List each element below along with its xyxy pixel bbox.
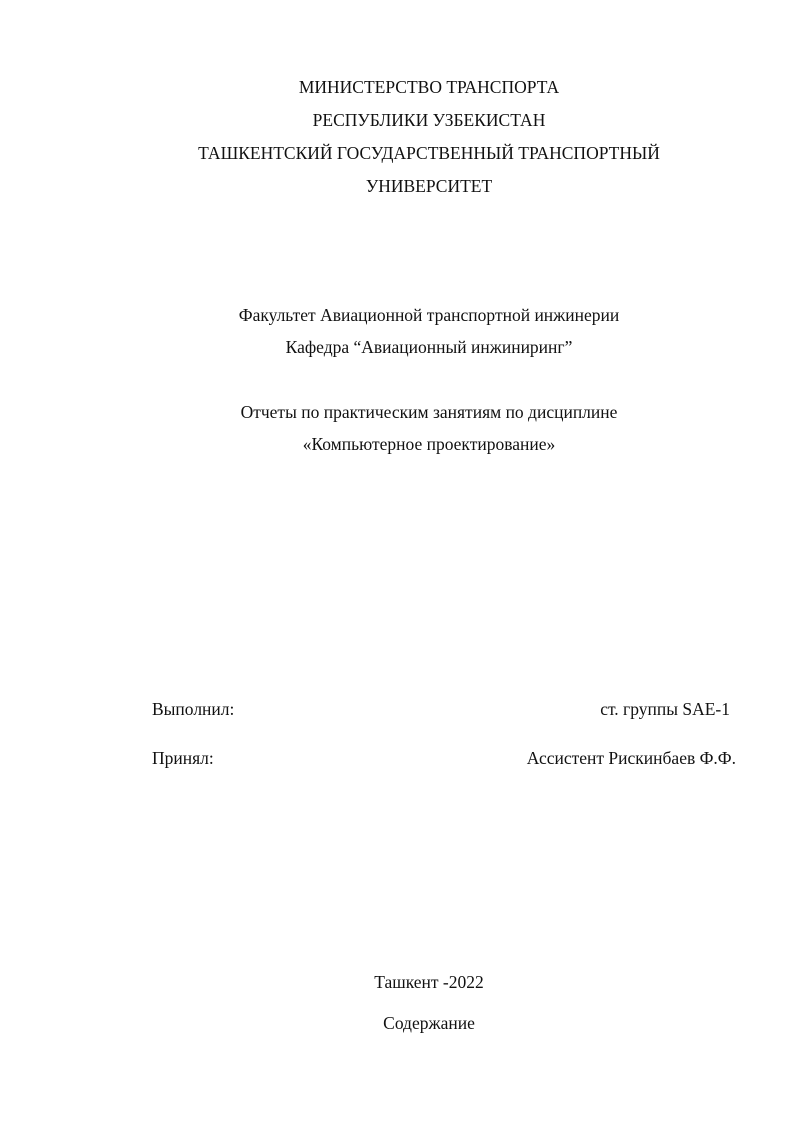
accepted-by-label: Принял: xyxy=(152,748,214,768)
ministry-line-2: РЕСПУБЛИКИ УЗБЕКИСТАН xyxy=(312,110,546,130)
report-title-line-1: Отчеты по практическим занятиям по дисциплине xyxy=(240,402,618,422)
report-title-line-2: «Компьютерное проектирование» xyxy=(302,434,556,454)
faculty-name: Факультет Авиационной транспортной инжинерии xyxy=(238,305,620,325)
department-name: Кафедра “Авиационный инжиниринг” xyxy=(285,337,573,357)
contents-heading: Содержание xyxy=(383,1013,475,1033)
ministry-line-1: МИНИСТЕРСТВО ТРАНСПОРТА xyxy=(298,77,560,97)
performed-by-label: Выполнил: xyxy=(152,699,235,719)
performed-by-value: ст. группы SAE-1 xyxy=(600,699,730,719)
accepted-by-value: Ассистент Рискинбаев Ф.Ф. xyxy=(526,748,736,768)
university-line-2: УНИВЕРСИТЕТ xyxy=(365,176,493,196)
city-year: Ташкент -2022 xyxy=(374,972,484,992)
university-line-1: ТАШКЕНТСКИЙ ГОСУДАРСТВЕННЫЙ ТРАНСПОРТНЫЙ xyxy=(198,143,660,163)
